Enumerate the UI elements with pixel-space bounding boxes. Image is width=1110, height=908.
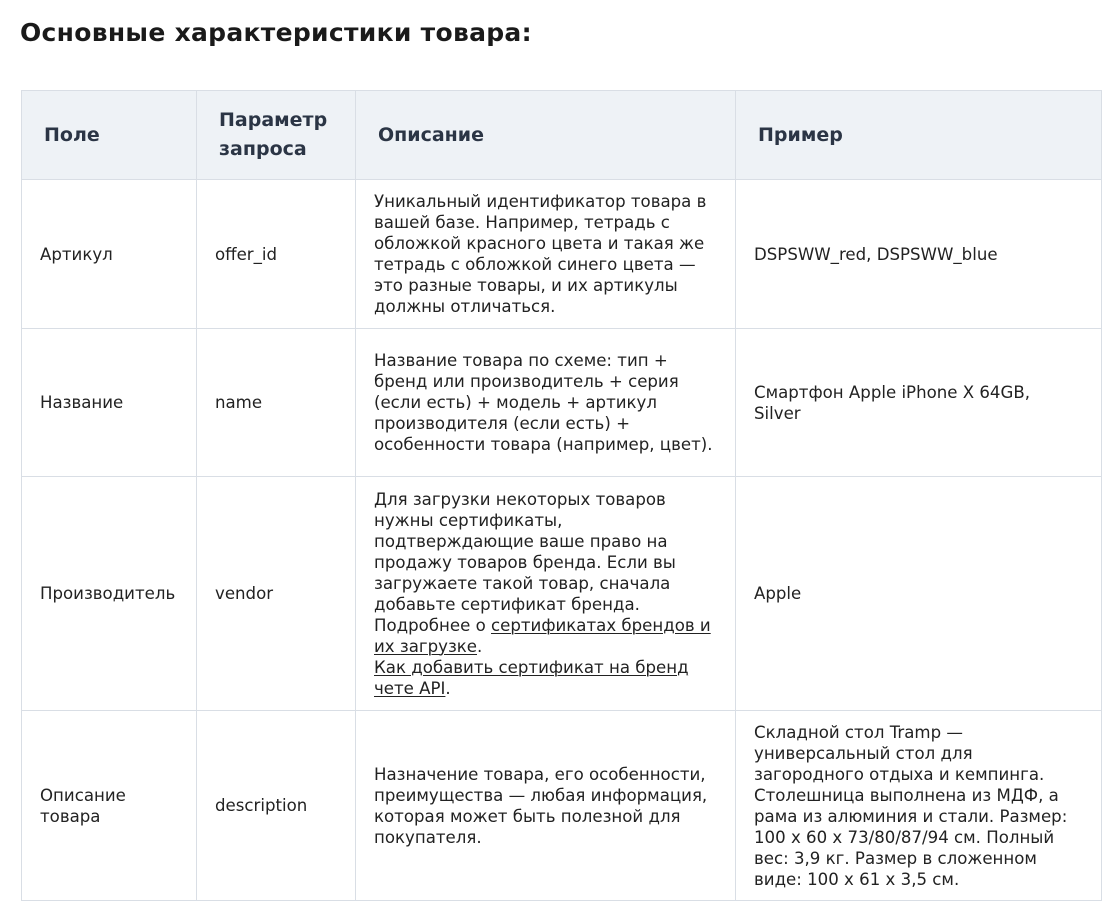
example-cell: DSPSWW_red, DSPSWW_blue	[736, 180, 1102, 329]
description-end: .	[445, 678, 451, 698]
table-row	[22, 180, 1102, 329]
example-cell: Складной стол Tramp — универсальный стол для загородного отдыха и кемпинга. Столешница выполнена из МДФ, а рама из алюминия и стали. Размер: 100 x 60 x 73/80/87/94 см. Полный вес: 3,9 кг. Размер в сложенном виде: 100 x 61 x 3,5 см.	[736, 711, 1102, 901]
header-field: Поле	[22, 91, 197, 180]
header-example: Пример	[736, 91, 1102, 180]
param-cell: vendor	[197, 477, 356, 711]
field-cell: Описание товара	[22, 711, 197, 901]
table-row	[22, 711, 1102, 901]
param-cell: name	[197, 329, 356, 477]
header-param: Параметр запроса	[197, 91, 356, 180]
table-header-row	[22, 91, 1102, 180]
description-cell: Название товара по схеме: тип + бренд или производитель + серия (если есть) + модель + артикул производителя (если есть) + особенности товара (например, цвет).	[356, 329, 736, 477]
field-cell: Производитель	[22, 477, 197, 711]
table-row	[22, 329, 1102, 477]
description-more-suffix: .	[477, 636, 483, 656]
field-cell: Артикул	[22, 180, 197, 329]
description-cell: Назначение товара, его особенности, преимущества — любая информация, которая может быть полезной для покупателя.	[356, 711, 736, 901]
description-cell	[356, 477, 736, 711]
header-description: Описание	[356, 91, 736, 180]
description-text: Для загрузки некоторых товаров нужны сертификаты, подтверждающие ваше право на продажу товаров бренда. Если вы загружаете такой товар, сначала добавьте сертификат бренда.	[374, 489, 676, 614]
characteristics-table	[21, 90, 1102, 901]
param-cell: description	[197, 711, 356, 901]
example-cell: Apple	[736, 477, 1102, 711]
brand-certificates-link[interactable]: сертификатах брендов и их загрузке	[374, 615, 711, 656]
param-cell: offer_id	[197, 180, 356, 329]
table-row	[22, 477, 1102, 711]
description-more-prefix: Подробнее о	[374, 615, 491, 635]
description-cell: Уникальный идентификатор товара в вашей базе. Например, тетрадь с обложкой красного цвета и такая же тетрадь с обложкой синего цвета — это разные товары, и их артикулы должны отличаться.	[356, 180, 736, 329]
page-title: Основные характеристики товара:	[20, 18, 532, 47]
add-brand-certificate-link[interactable]: Как добавить сертификат на бренд чете API	[374, 657, 689, 698]
example-cell: Смартфон Apple iPhone X 64GB, Silver	[736, 329, 1102, 477]
field-cell: Название	[22, 329, 197, 477]
